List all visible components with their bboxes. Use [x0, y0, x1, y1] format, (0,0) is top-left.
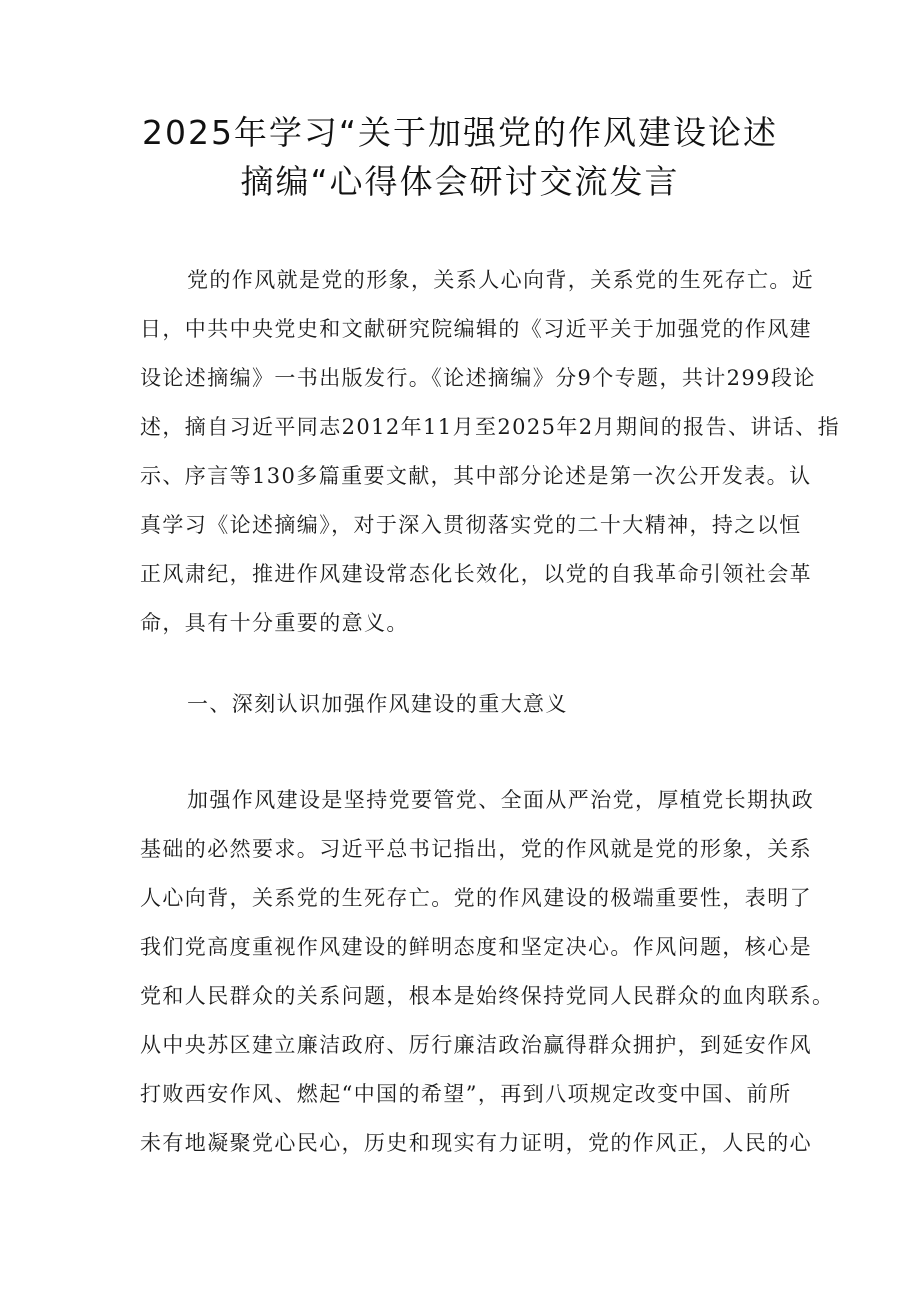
paragraph-line: 加强作风建设是坚持党要管党、全面从严治党，厚植党长期执政: [187, 788, 815, 812]
paragraph-intro: [140, 256, 840, 648]
title-line: 摘编“心得体会研讨交流发言: [240, 162, 680, 201]
paragraph-line: 党的作风就是党的形象，关系人心向背，关系党的生死存亡。近: [187, 268, 815, 292]
title-line: 2025年学习“关于加强党的作风建设论述: [141, 113, 779, 152]
document-title: [140, 108, 780, 206]
paragraph-line: 设论述摘编》一书出版发行。《论述摘编》分9个专题，共计299段论: [140, 366, 816, 390]
paragraph-line: 示、序言等130多篇重要文献，其中部分论述是第一次公开发表。认: [140, 464, 812, 488]
paragraph-line: 未有地凝聚党心民心，历史和现实有力证明，党的作风正，人民的心: [140, 1131, 812, 1155]
paragraph-line: 正风肃纪，推进作风建设常态化长效化，以党的自我革命引领社会革: [140, 562, 812, 586]
paragraph-line: 日，中共中央党史和文献研究院编辑的《习近平关于加强党的作风建: [140, 317, 812, 341]
paragraph-line: 述，摘自习近平同志2012年11月至2025年2月期间的报告、讲话、指: [140, 415, 840, 439]
paragraph-line: 我们党高度重视作风建设的鲜明态度和坚定决心。作风问题，核心是: [140, 935, 812, 959]
paragraph-line: 党和人民群众的关系问题，根本是始终保持党同人民群众的血肉联系。: [140, 984, 835, 1008]
paragraph-line: 人心向背，关系党的生死存亡。党的作风建设的极端重要性，表明了: [140, 886, 812, 910]
paragraph-line: 真学习《论述摘编》，对于深入贯彻落实党的二十大精神，持之以恒: [140, 513, 802, 537]
paragraph-line: 从中央苏区建立廉洁政府、厉行廉洁政治赢得群众拥护，到延安作风: [140, 1033, 812, 1057]
paragraph-section1: [140, 776, 835, 1168]
section-heading: [140, 680, 785, 729]
paragraph-line: 基础的必然要求。习近平总书记指出，党的作风就是党的形象，关系: [140, 837, 812, 861]
paragraph-line: 打败西安作风、燃起“中国的希望”，再到八项规定改变中国、前所: [140, 1082, 792, 1106]
paragraph-line: 命，具有十分重要的意义。: [140, 611, 409, 635]
section-heading-text: 一、深刻认识加强作风建设的重大意义: [187, 692, 568, 716]
